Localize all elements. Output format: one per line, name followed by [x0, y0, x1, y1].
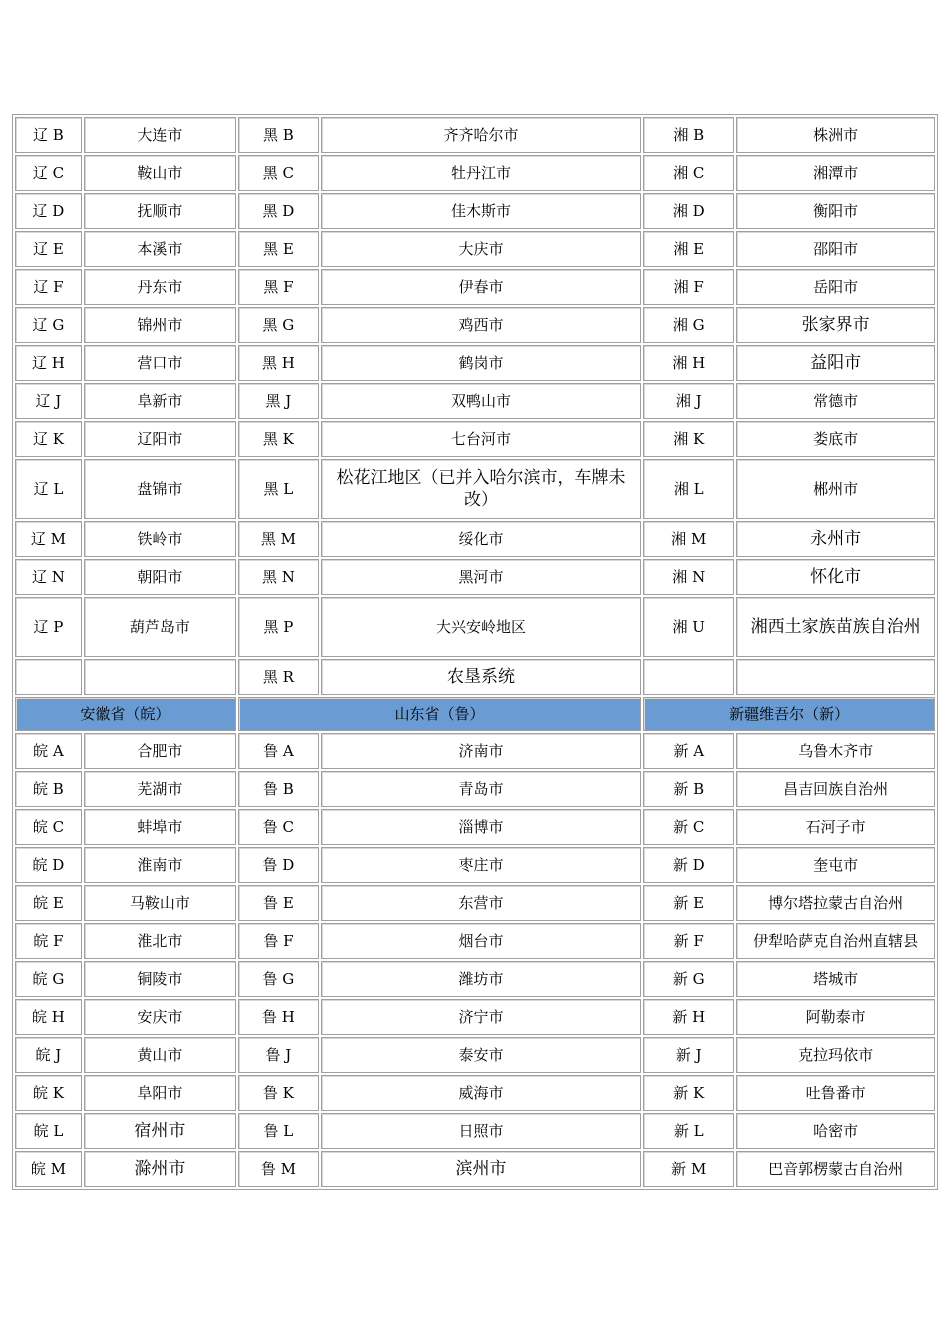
plate-code-c-cell: 湘 G	[643, 307, 734, 343]
city-c-cell: 永州市	[736, 521, 935, 557]
plate-code-c-cell: 新 M	[643, 1151, 734, 1187]
plate-code-a-cell: 辽 G	[15, 307, 82, 343]
table-row	[15, 421, 935, 457]
city-b-cell: 泰安市	[321, 1037, 641, 1073]
city-a-cell: 抚顺市	[84, 193, 236, 229]
plate-code-b-cell: 鲁 A	[238, 733, 319, 769]
province-header: 山东省（鲁）	[238, 697, 641, 731]
city-b-cell: 淄博市	[321, 809, 641, 845]
plate-code-b-cell: 黑 P	[238, 597, 319, 657]
plate-code-c-cell: 湘 F	[643, 269, 734, 305]
city-c-cell: 岳阳市	[736, 269, 935, 305]
plate-code-c-cell	[643, 659, 734, 695]
plate-code-c-cell: 新 J	[643, 1037, 734, 1073]
city-c-cell: 乌鲁木齐市	[736, 733, 935, 769]
plate-code-b-cell: 黑 N	[238, 559, 319, 595]
city-a-cell: 葫芦岛市	[84, 597, 236, 657]
table-row	[15, 269, 935, 305]
table-row	[15, 923, 935, 959]
table-row	[15, 659, 935, 695]
table-row	[15, 155, 935, 191]
table-row	[15, 117, 935, 153]
city-b-cell: 齐齐哈尔市	[321, 117, 641, 153]
plate-code-b-cell: 黑 F	[238, 269, 319, 305]
city-a-cell: 阜新市	[84, 383, 236, 419]
city-c-cell: 阿勒泰市	[736, 999, 935, 1035]
plate-code-b-cell: 黑 C	[238, 155, 319, 191]
plate-code-c-cell: 湘 E	[643, 231, 734, 267]
city-a-cell: 锦州市	[84, 307, 236, 343]
plate-code-a-cell: 辽 D	[15, 193, 82, 229]
plate-code-c-cell: 新 B	[643, 771, 734, 807]
plate-code-c-cell: 湘 M	[643, 521, 734, 557]
city-a-cell: 黄山市	[84, 1037, 236, 1073]
plate-code-a-cell: 皖 E	[15, 885, 82, 921]
plate-code-a-cell: 皖 J	[15, 1037, 82, 1073]
plate-code-b-cell: 鲁 D	[238, 847, 319, 883]
table-row	[15, 345, 935, 381]
city-a-cell: 营口市	[84, 345, 236, 381]
city-a-cell: 马鞍山市	[84, 885, 236, 921]
plate-code-b-cell: 鲁 H	[238, 999, 319, 1035]
plate-code-b-cell: 黑 M	[238, 521, 319, 557]
plate-code-b-cell: 黑 G	[238, 307, 319, 343]
city-c-cell: 益阳市	[736, 345, 935, 381]
city-b-cell: 日照市	[321, 1113, 641, 1149]
city-c-cell: 株洲市	[736, 117, 935, 153]
table-row	[15, 383, 935, 419]
plate-code-a-cell: 辽 M	[15, 521, 82, 557]
plate-code-a-cell: 皖 B	[15, 771, 82, 807]
plate-code-a-cell: 皖 F	[15, 923, 82, 959]
plate-code-b-cell: 黑 E	[238, 231, 319, 267]
plate-code-a-cell: 皖 G	[15, 961, 82, 997]
city-b-cell: 威海市	[321, 1075, 641, 1111]
city-a-cell: 本溪市	[84, 231, 236, 267]
city-b-cell: 农垦系统	[321, 659, 641, 695]
table-row	[15, 1075, 935, 1111]
table-row	[15, 521, 935, 557]
table-row	[15, 1113, 935, 1149]
city-b-cell: 烟台市	[321, 923, 641, 959]
table-row	[15, 999, 935, 1035]
table-row	[15, 885, 935, 921]
plate-code-b-cell: 黑 R	[238, 659, 319, 695]
city-a-cell: 大连市	[84, 117, 236, 153]
city-a-cell: 丹东市	[84, 269, 236, 305]
city-a-cell: 铁岭市	[84, 521, 236, 557]
plate-code-b-cell: 黑 J	[238, 383, 319, 419]
city-a-cell: 滁州市	[84, 1151, 236, 1187]
city-c-cell: 博尔塔拉蒙古自治州	[736, 885, 935, 921]
city-a-cell: 鞍山市	[84, 155, 236, 191]
plate-code-c-cell: 湘 H	[643, 345, 734, 381]
plate-code-c-cell: 新 L	[643, 1113, 734, 1149]
province-header-row	[15, 697, 935, 731]
city-a-cell: 朝阳市	[84, 559, 236, 595]
plate-code-c-cell: 新 G	[643, 961, 734, 997]
city-b-cell: 鸡西市	[321, 307, 641, 343]
city-a-cell: 阜阳市	[84, 1075, 236, 1111]
city-a-cell: 宿州市	[84, 1113, 236, 1149]
city-c-cell: 哈密市	[736, 1113, 935, 1149]
plate-code-c-cell: 新 E	[643, 885, 734, 921]
city-c-cell: 吐鲁番市	[736, 1075, 935, 1111]
city-b-cell: 黑河市	[321, 559, 641, 595]
table-row	[15, 307, 935, 343]
city-b-cell: 济宁市	[321, 999, 641, 1035]
table-row	[15, 847, 935, 883]
city-c-cell: 湘潭市	[736, 155, 935, 191]
plate-code-b-cell: 黑 L	[238, 459, 319, 519]
plate-code-c-cell: 湘 N	[643, 559, 734, 595]
city-c-cell: 娄底市	[736, 421, 935, 457]
city-b-cell: 七台河市	[321, 421, 641, 457]
city-c-cell: 奎屯市	[736, 847, 935, 883]
plate-code-a-cell: 辽 P	[15, 597, 82, 657]
city-c-cell: 克拉玛依市	[736, 1037, 935, 1073]
city-a-cell: 淮南市	[84, 847, 236, 883]
plate-code-a-cell: 辽 L	[15, 459, 82, 519]
city-b-cell: 双鸭山市	[321, 383, 641, 419]
city-a-cell	[84, 659, 236, 695]
plate-code-b-cell: 鲁 B	[238, 771, 319, 807]
city-b-cell: 济南市	[321, 733, 641, 769]
city-c-cell	[736, 659, 935, 695]
plate-code-c-cell: 湘 K	[643, 421, 734, 457]
plate-code-c-cell: 新 C	[643, 809, 734, 845]
plate-code-a-cell: 皖 L	[15, 1113, 82, 1149]
province-header: 安徽省（皖）	[15, 697, 236, 731]
city-b-cell: 鹤岗市	[321, 345, 641, 381]
city-b-cell: 滨州市	[321, 1151, 641, 1187]
plate-code-c-cell: 新 H	[643, 999, 734, 1035]
city-a-cell: 盘锦市	[84, 459, 236, 519]
plate-code-a-cell: 辽 K	[15, 421, 82, 457]
city-c-cell: 邵阳市	[736, 231, 935, 267]
plate-code-c-cell: 新 A	[643, 733, 734, 769]
plate-code-a-cell: 辽 H	[15, 345, 82, 381]
city-c-cell: 石河子市	[736, 809, 935, 845]
city-c-cell: 郴州市	[736, 459, 935, 519]
city-c-cell: 怀化市	[736, 559, 935, 595]
plate-code-b-cell: 鲁 F	[238, 923, 319, 959]
plate-code-b-cell: 黑 D	[238, 193, 319, 229]
city-b-cell: 青岛市	[321, 771, 641, 807]
table-row	[15, 771, 935, 807]
plate-code-c-cell: 新 K	[643, 1075, 734, 1111]
plate-code-c-cell: 湘 U	[643, 597, 734, 657]
city-b-cell: 绥化市	[321, 521, 641, 557]
city-a-cell: 合肥市	[84, 733, 236, 769]
plate-code-a-cell: 皖 H	[15, 999, 82, 1035]
plate-code-b-cell: 鲁 J	[238, 1037, 319, 1073]
plate-code-c-cell: 湘 B	[643, 117, 734, 153]
city-b-cell: 佳木斯市	[321, 193, 641, 229]
plate-code-table	[12, 114, 938, 1190]
city-c-cell: 张家界市	[736, 307, 935, 343]
table-row	[15, 961, 935, 997]
plate-code-a-cell: 皖 M	[15, 1151, 82, 1187]
plate-code-a-cell	[15, 659, 82, 695]
table-row	[15, 1151, 935, 1187]
plate-code-a-cell: 皖 A	[15, 733, 82, 769]
plate-code-b-cell: 鲁 M	[238, 1151, 319, 1187]
plate-code-a-cell: 辽 J	[15, 383, 82, 419]
city-c-cell: 昌吉回族自治州	[736, 771, 935, 807]
city-a-cell: 铜陵市	[84, 961, 236, 997]
plate-code-a-cell: 辽 C	[15, 155, 82, 191]
table-row	[15, 231, 935, 267]
city-c-cell: 常德市	[736, 383, 935, 419]
plate-code-a-cell: 辽 B	[15, 117, 82, 153]
plate-code-b-cell: 鲁 L	[238, 1113, 319, 1149]
plate-code-b-cell: 鲁 E	[238, 885, 319, 921]
province-header: 新疆维吾尔（新）	[643, 697, 935, 731]
plate-code-c-cell: 湘 C	[643, 155, 734, 191]
city-c-cell: 伊犁哈萨克自治州直辖县	[736, 923, 935, 959]
plate-code-c-cell: 湘 D	[643, 193, 734, 229]
plate-code-b-cell: 鲁 C	[238, 809, 319, 845]
city-b-cell: 伊春市	[321, 269, 641, 305]
plate-code-a-cell: 皖 C	[15, 809, 82, 845]
city-b-cell: 东营市	[321, 885, 641, 921]
plate-code-b-cell: 鲁 K	[238, 1075, 319, 1111]
plate-code-c-cell: 新 F	[643, 923, 734, 959]
plate-code-a-cell: 辽 N	[15, 559, 82, 595]
city-b-cell: 大庆市	[321, 231, 641, 267]
city-c-cell: 巴音郭楞蒙古自治州	[736, 1151, 935, 1187]
plate-code-a-cell: 辽 F	[15, 269, 82, 305]
plate-code-b-cell: 鲁 G	[238, 961, 319, 997]
plate-code-b-cell: 黑 B	[238, 117, 319, 153]
plate-table-body	[15, 117, 935, 1187]
plate-code-c-cell: 新 D	[643, 847, 734, 883]
city-b-cell: 潍坊市	[321, 961, 641, 997]
city-a-cell: 辽阳市	[84, 421, 236, 457]
table-row	[15, 809, 935, 845]
plate-code-a-cell: 辽 E	[15, 231, 82, 267]
city-b-cell: 牡丹江市	[321, 155, 641, 191]
table-row	[15, 459, 935, 519]
table-row	[15, 559, 935, 595]
city-c-cell: 湘西土家族苗族自治州	[736, 597, 935, 657]
city-b-cell: 大兴安岭地区	[321, 597, 641, 657]
city-b-cell: 枣庄市	[321, 847, 641, 883]
plate-code-b-cell: 黑 H	[238, 345, 319, 381]
city-a-cell: 蚌埠市	[84, 809, 236, 845]
table-row	[15, 733, 935, 769]
table-row	[15, 1037, 935, 1073]
table-row	[15, 597, 935, 657]
plate-code-c-cell: 湘 L	[643, 459, 734, 519]
city-a-cell: 安庆市	[84, 999, 236, 1035]
plate-code-c-cell: 湘 J	[643, 383, 734, 419]
city-a-cell: 淮北市	[84, 923, 236, 959]
plate-code-a-cell: 皖 D	[15, 847, 82, 883]
plate-code-a-cell: 皖 K	[15, 1075, 82, 1111]
plate-code-b-cell: 黑 K	[238, 421, 319, 457]
table-row	[15, 193, 935, 229]
city-c-cell: 塔城市	[736, 961, 935, 997]
city-c-cell: 衡阳市	[736, 193, 935, 229]
city-b-cell: 松花江地区（已并入哈尔滨市，车牌未改）	[321, 459, 641, 519]
city-a-cell: 芜湖市	[84, 771, 236, 807]
